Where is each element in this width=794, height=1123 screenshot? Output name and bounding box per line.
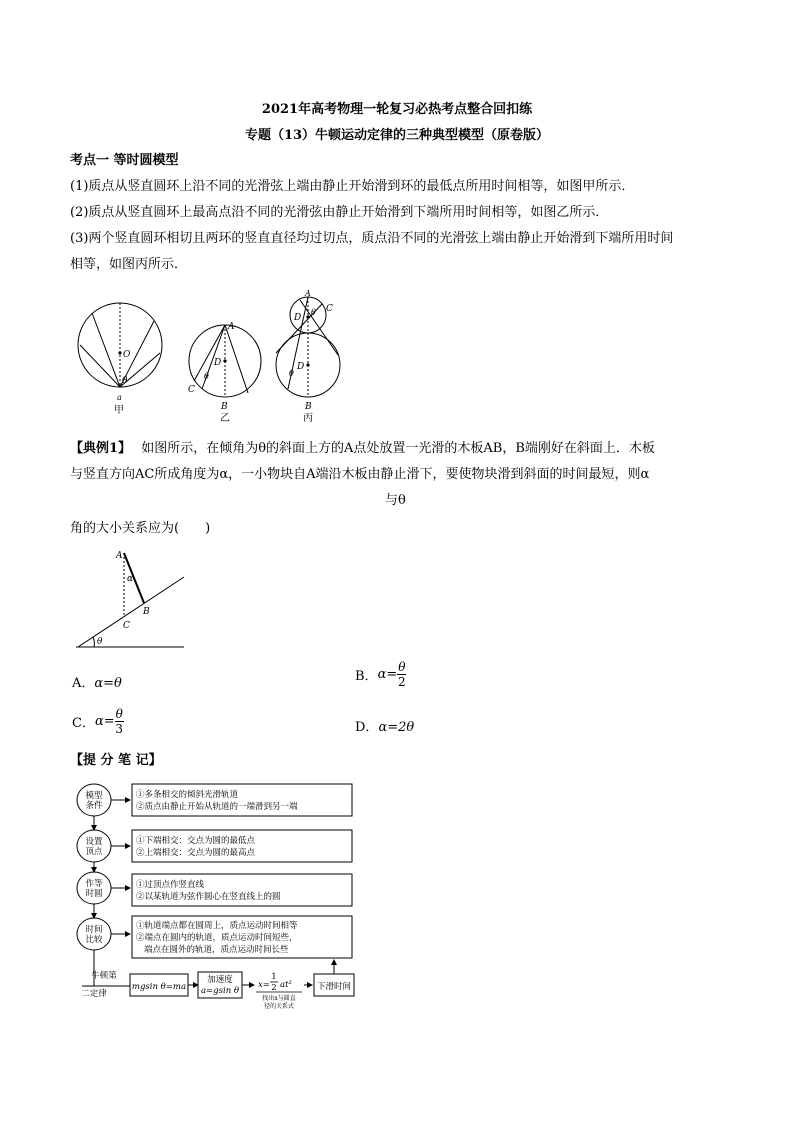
caption-jia: 甲 [114,405,124,416]
example-line3: 与θ [385,493,406,508]
label-D-bottom: D [297,362,305,372]
label-B: B [221,402,228,412]
accel-l1: 加速度 [207,975,233,985]
caption-bing: 丙 [303,413,313,424]
label-D-top: D [294,313,302,323]
box2-l2: ②上端相交：交点为圆的最高点 [136,848,256,858]
label-theta: θ [97,637,103,647]
step1-l2: 条件 [85,801,103,811]
option-D-expr: α=2θ [378,720,415,735]
label-theta-bottom: θ [289,369,294,378]
step4-l1: 时间 [85,925,103,935]
option-A-letter: A． [72,676,95,691]
option-B-letter: B． [355,669,378,684]
label-C: C [326,304,333,314]
box1-l1: ①多条相交的倾斜光滑轨道 [136,790,239,800]
notes-heading: 【提 分 笔 记】 [70,753,162,768]
paragraph-2: (2)质点从竖直圆环上最高点沿不同的光滑弦由静止开始滑到下端所用时间相等，如图乙所示． [70,205,609,220]
eq2-den: 2 [271,983,277,993]
option-B-num: θ [398,660,406,674]
result: 下滑时间 [316,982,352,992]
example-label: 【典例1】 [70,441,132,456]
label-C: C [188,385,195,395]
figure-yi [188,322,261,424]
paragraph-1: (1)质点从竖直圆环上沿不同的光滑弦上端由静止开始滑到环的最低点所用时间相等，如图甲所示． [70,179,635,194]
option-C-den: 3 [115,722,124,736]
example-line2: 与竖直方向AC所成角度为α，一小物块自A端沿木板由静止滑下，要使物块滑到斜面的时间最短，则α [70,467,650,482]
section-heading: 考点一 等时圆模型 [70,153,179,168]
example-line1: 如图所示，在倾角为θ的斜面上方的A点处放置一光滑的木板AB，B端刚好在斜面上．木板 [141,441,655,456]
eq2-note2: 径的关系式 [263,1003,295,1010]
label-theta: θ [122,376,128,386]
figure-jia [78,303,162,416]
paragraph-3b: 相等，如图丙所示． [70,257,188,272]
option-B[interactable] [355,660,406,689]
option-A-expr: α=θ [94,676,122,691]
flowchart [74,776,364,1012]
box2-l1: ①下端相交：交点为圆的最低点 [136,836,256,846]
label-D: D [214,358,222,368]
label-a: a [117,393,122,402]
doc-title-line1: 2021年高考物理一轮复习必热考点整合回扣练 [261,102,533,117]
option-B-lhs: α= [377,667,398,682]
box4-l3: 端点在圆外的轨道，质点运动时间长些 [144,945,289,955]
label-theta: θ [204,372,209,381]
option-B-den: 2 [398,675,406,689]
equal-time-circle-figures [70,285,360,425]
box1-l2: ②质点由静止开始从轨道的一端滑到另一端 [136,802,298,812]
step4-l2: 比较 [85,935,103,945]
label-B: B [305,402,312,412]
accel-l2: a=gsin θ [200,986,240,996]
label-theta-top: θ [311,308,316,317]
option-D[interactable] [355,716,414,735]
caption-yi: 乙 [220,413,230,424]
box4-l2: ②端点在圆内的轨道，质点运动时间短些， [136,933,298,943]
label-O: O [123,350,131,360]
option-A[interactable] [72,672,122,691]
doc-title-line2: 专题（13）牛顿运动定律的三种典型模型（原卷版） [244,128,550,143]
step3-l2: 时圆 [85,889,103,899]
option-C[interactable] [72,707,124,736]
eq2-num: 1 [271,972,277,982]
label-alpha: α [127,574,134,584]
example-line4: 角的大小关系应为( ) [70,521,211,536]
paragraph-3a: (3)两个竖直圆环相切且两环的竖直直径均过切点，质点沿不同的光滑弦上端由静止开始滑到下端所用时间 [70,231,674,246]
eq2-lhs: x= [258,980,270,990]
incline-figure [72,547,192,657]
newton-l1: 牛顿第 [91,971,117,981]
label-A: A [305,289,311,298]
option-C-letter: C． [72,716,95,731]
option-C-lhs: α= [94,714,115,729]
box4-l1: ①轨道端点都在圆周上，质点运动时间相等 [136,921,298,931]
figure-bing [276,289,340,424]
option-D-letter: D． [355,720,379,735]
label-A: A [116,551,123,561]
label-A: A [228,322,235,332]
box3-l2: ②以某轨道为弦作圆心在竖直线上的圆 [136,892,281,902]
eq1: mgsin θ=ma [131,982,187,992]
step2-l2: 顶点 [85,847,103,857]
eq2-note1: 找出x与圆直 [262,995,296,1002]
step2-l1: 设置 [85,837,103,847]
newton-l2: 二定律 [81,989,107,999]
eq2-rhs: at² [280,980,292,990]
label-C: C [123,621,130,631]
label-B: B [143,607,150,617]
step3-l1: 作等 [85,879,103,889]
box3-l1: ①过顶点作竖直线 [136,880,205,890]
option-C-num: θ [115,707,123,721]
step1-l1: 模型 [85,791,103,801]
